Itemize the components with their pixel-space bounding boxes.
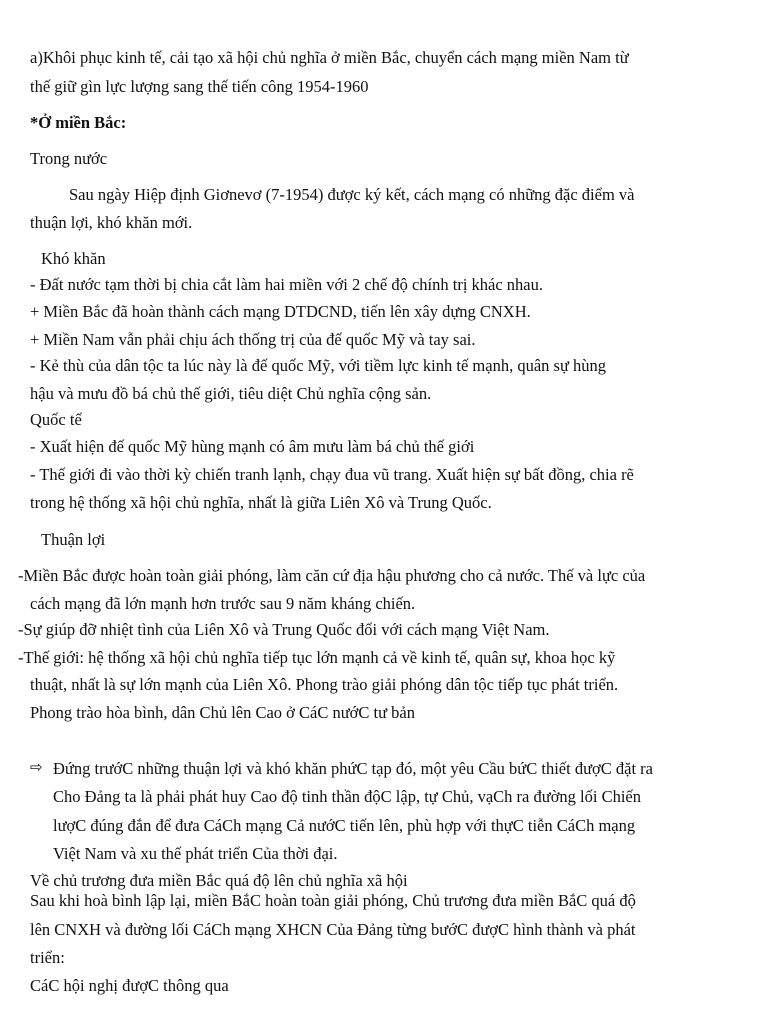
heading-line-1: a)Khôi phục kinh tế, cải tạo xã hội chủ nghĩa ở miền Bắc, chuyển cách mạng miền Nam từ	[30, 48, 629, 67]
list-item-continued: trong hệ thống xã hội chủ nghĩa, nhất là giữa Liên Xô và Trung Quốc.	[30, 493, 492, 512]
conclusion-line: Cho Đảng ta là phải phát huy Cao độ tinh thần độC lập, tự Chủ, vạCh ra đường lối Chiến	[53, 787, 641, 806]
list-item: + Miền Nam vẫn phải chịu ách thống trị của đế quốc Mỹ và tay sai.	[30, 330, 476, 349]
list-item: - Thế giới đi vào thời kỳ chiến tranh lạnh, chạy đua vũ trang. Xuất hiện sự bất đồng, chia rẽ	[30, 465, 634, 484]
list-item: -Thế giới: hệ thống xã hội chủ nghĩa tiếp tục lớn mạnh cả về kinh tế, quân sự, khoa học kỹ	[18, 648, 616, 667]
subheading-policy: Về chủ trương đưa miền Bắc quá độ lên chủ nghĩa xã hội	[30, 871, 408, 890]
subheading-difficulties: Khó khăn	[41, 249, 106, 268]
list-item: + Miền Bắc đã hoàn thành cách mạng DTDCND, tiến lên xây dựng CNXH.	[30, 302, 531, 321]
list-item: - Kẻ thù của dân tộc ta lúc này là đế quốc Mỹ, với tiềm lực kinh tế mạnh, quân sự hùng	[30, 356, 607, 375]
list-item: - Xuất hiện đế quốc Mỹ hùng mạnh có âm mưu làm bá chủ thế giới	[30, 437, 475, 456]
list-item: -Sự giúp đỡ nhiệt tình của Liên Xô và Trung Quốc đối với cách mạng Việt Nam.	[18, 620, 550, 639]
section-heading: *Ở miền Bắc:	[30, 113, 127, 132]
paragraph-line: triển:	[30, 948, 65, 967]
subheading-advantages: Thuận lợi	[41, 530, 106, 549]
arrow-right-icon: ⇨	[30, 758, 43, 776]
paragraph-line: CáC hội nghị đượC thông qua	[30, 976, 229, 995]
list-item-continued: cách mạng đã lớn mạnh hơn trước sau 9 năm kháng chiến.	[30, 594, 416, 613]
paragraph-line: lên CNXH và đường lối CáCh mạng XHCN Của Đảng từng bướC đượC hình thành và phát	[30, 920, 636, 939]
list-item-continued: hậu và mưu đồ bá chủ thế giới, tiêu diệt Chủ nghĩa cộng sản.	[30, 384, 432, 403]
list-item: - Đất nước tạm thời bị chia cắt làm hai miền với 2 chế độ chính trị khác nhau.	[30, 275, 544, 294]
conclusion-line: lượC đúng đắn để đưa CáCh mạng Cả nướC tiến lên, phù hợp với thựC tiễn CáCh mạng	[53, 816, 636, 835]
list-item-continued: thuật, nhất là sự lớn mạnh của Liên Xô. Phong trào giải phóng dân tộc tiếp tục phát triển.	[30, 675, 619, 694]
conclusion-line: Đứng trướC những thuận lợi và khó khăn phứC tạp đó, một yêu Cầu bứC thiết đượC đặt ra	[53, 759, 653, 778]
list-item: -Miền Bắc được hoàn toàn giải phóng, làm căn cứ địa hậu phương cho cả nước. Thế và lực của	[18, 566, 646, 585]
heading-line-2: thế giữ gìn lực lượng sang thế tiến công 1954-1960	[30, 77, 369, 96]
conclusion-line: Việt Nam và xu thế phát triển Của thời đại.	[53, 844, 338, 863]
paragraph-line: Sau ngày Hiệp định Giơnevơ (7-1954) được ký kết, cách mạng có những đặc điểm và	[69, 185, 635, 204]
paragraph-line: thuận lợi, khó khăn mới.	[30, 213, 193, 232]
list-item-continued: Phong trào hòa bình, dân Chủ lên Cao ở CáC nướC tư bản	[30, 703, 416, 722]
paragraph-line: Sau khi hoà bình lập lại, miền BắC hoàn toàn giải phóng, Chủ trương đưa miền BắC quá độ	[30, 891, 636, 910]
subheading-international: Quốc tế	[30, 410, 82, 429]
subheading-domestic: Trong nước	[30, 149, 108, 168]
